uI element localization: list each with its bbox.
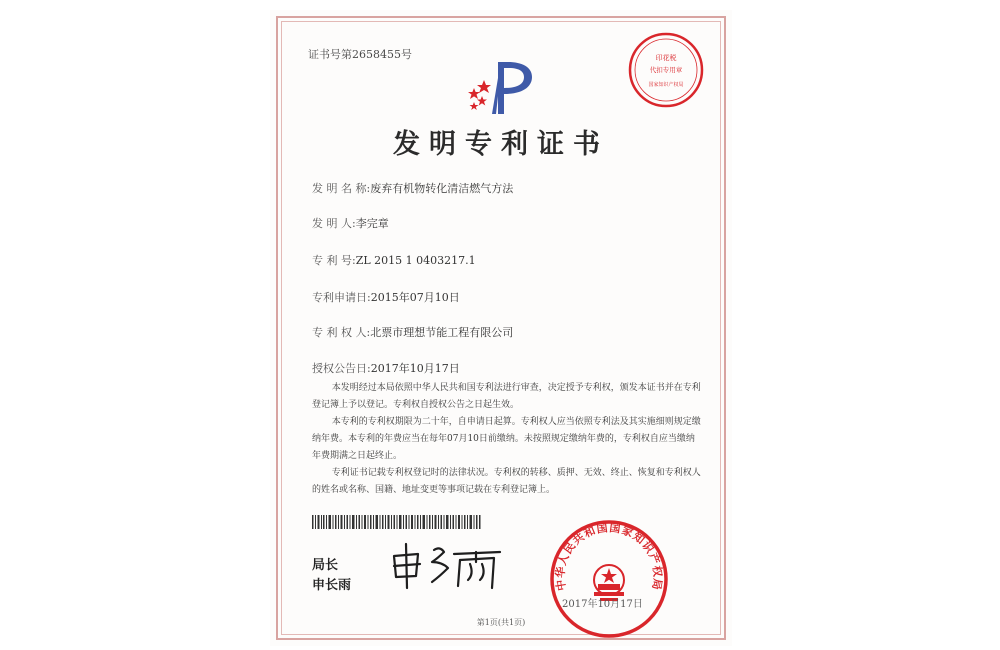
body-paragraph: 本发明经过本局依照中华人民共和国专利法进行审查，决定授予专利权，颁发本证书并在专利登记簿上予以登记。专利权自授权公告之日起生效。 <box>312 383 701 410</box>
field-value: 2015年07月10日 <box>370 291 460 304</box>
patent-office-logo-icon <box>462 58 544 118</box>
field-value: ZL 2015 1 0403217.1 <box>355 254 476 267</box>
field-patent-number <box>312 252 476 268</box>
field-value: 废弃有机物转化清洁燃气方法 <box>370 182 514 195</box>
certificate-page <box>270 10 732 646</box>
seal-date: 2017年10月17日 <box>562 599 643 610</box>
field-value: 北票市理想节能工程有限公司 <box>370 326 514 339</box>
svg-text:国家知识产权局: 国家知识产权局 <box>648 82 684 88</box>
field-patentee <box>312 324 513 340</box>
barcode-icon <box>312 515 482 529</box>
body-paragraph: 本专利的专利权期限为二十年，自申请日起算。专利权人应当依照专利法及其实施细则规定缴纳年费。本专利的年费应当在每年07月10日前缴纳。未按照规定缴纳年费的，专利权自应当缴纳年费期满之日起终止。 <box>312 417 701 461</box>
svg-text:印花税: 印花税 <box>655 54 677 62</box>
signatory-title: 局长 <box>312 558 339 573</box>
certificate-body-text <box>312 380 702 499</box>
svg-text:代扣专用章: 代扣专用章 <box>649 66 683 74</box>
field-label: 发 明 名 称: <box>312 182 371 195</box>
field-value: 2017年10月17日 <box>370 362 460 375</box>
field-value: 李完章 <box>355 217 389 230</box>
stamp-duty-seal-icon <box>626 30 706 110</box>
field-label: 专 利 权 人: <box>312 326 371 339</box>
certificate-title: 发明专利证书 <box>393 129 609 160</box>
field-label: 授权公告日: <box>312 362 371 375</box>
body-paragraph: 专利证书记载专利权登记时的法律状况。专利权的转移、质押、无效、终止、恢复和专利权人的姓名或名称、国籍、地址变更等事项记载在专利登记簿上。 <box>312 468 701 495</box>
field-inventor <box>312 215 389 231</box>
certificate-number: 证书号第2658455号 <box>308 48 412 61</box>
field-label: 专 利 号: <box>312 254 356 267</box>
field-invention-name <box>312 180 513 196</box>
page-number: 第1页(共1页) <box>476 618 526 627</box>
handwritten-signature-icon <box>388 540 508 592</box>
signatory-name: 申长雨 <box>312 578 352 593</box>
field-label: 发 明 人: <box>312 217 356 230</box>
field-grant-date <box>312 360 460 376</box>
svg-text:中华人民共和国国家知识产权局: 中华人民共和国国家知识产权局 <box>553 521 665 592</box>
field-label: 专利申请日: <box>312 291 371 304</box>
field-application-date <box>312 289 460 305</box>
